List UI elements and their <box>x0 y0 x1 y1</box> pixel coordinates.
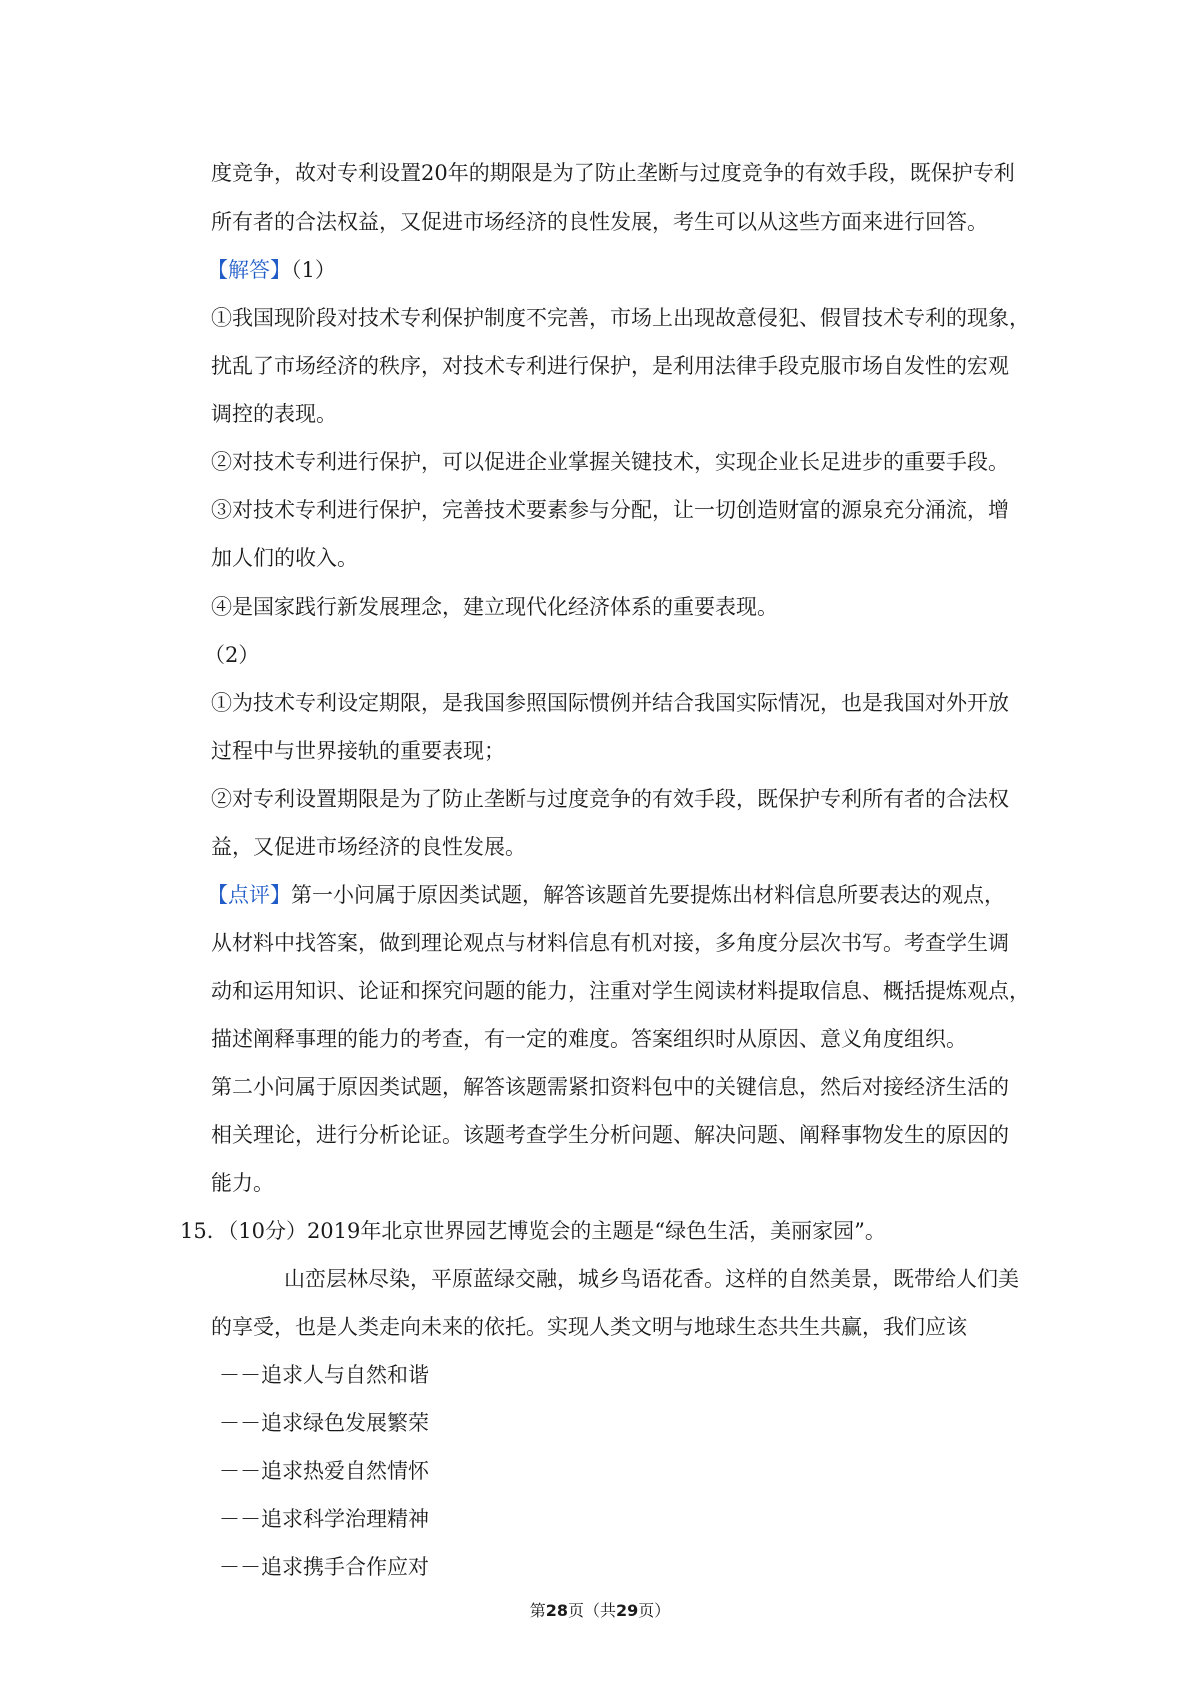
answer-tag: 【解答】 <box>207 258 291 282</box>
question-material-line: 山峦层林尽染，平原蓝绿交融，城乡鸟语花香。这样的自然美景，既带给人们美 <box>284 1267 1019 1291</box>
answer-text-line: ④是国家践行新发展理念，建立现代化经济体系的重要表现。 <box>211 595 778 619</box>
answer-text-line: ①我国现阶段对技术专利保护制度不完善，市场上出现故意侵犯、假冒技术专利的现象， <box>211 306 1030 330</box>
answer-text-line: 加人们的收入。 <box>211 546 358 570</box>
review-tag: 【点评】 <box>207 883 291 907</box>
review-text-line: 动和运用知识、论证和探究问题的能力，注重对学生阅读材料提取信息、概括提炼观点， <box>211 979 1030 1003</box>
list-item: －－追求绿色发展繁荣 <box>219 1411 429 1435</box>
page-total: 29 <box>616 1601 639 1620</box>
part-label: （2） <box>204 643 260 667</box>
question-material-line: 的享受，也是人类走向未来的依托。实现人类文明与地球生态共生共赢，我们应该 <box>211 1315 967 1339</box>
answer-heading <box>207 255 336 285</box>
list-item: －－追求科学治理精神 <box>219 1507 429 1531</box>
body-text-line: 所有者的合法权益，又促进市场经济的良性发展，考生可以从这些方面来进行回答。 <box>211 210 988 234</box>
answer-text-line: ③对技术专利进行保护，完善技术要素参与分配，让一切创造财富的源泉充分涌流，增 <box>211 498 1009 522</box>
answer-text-line: 调控的表现。 <box>211 402 337 426</box>
list-item: －－追求携手合作应对 <box>219 1555 429 1579</box>
review-heading <box>207 880 1005 910</box>
review-text-line: 能力。 <box>211 1171 274 1195</box>
answer-text-line: 过程中与世界接轨的重要表现； <box>211 739 505 763</box>
review-text-line: 相关理论，进行分析论证。该题考查学生分析问题、解决问题、阐释事物发生的原因的 <box>211 1123 1009 1147</box>
list-item: －－追求热爱自然情怀 <box>219 1459 429 1483</box>
answer-text-line: ①为技术专利设定期限，是我国参照国际惯例并结合我国实际情况，也是我国对外开放 <box>211 691 1009 715</box>
review-text-line: 从材料中找答案，做到理论观点与材料信息有机对接，多角度分层次书写。考查学生调 <box>211 931 1009 955</box>
review-text: 第一小问属于原因类试题，解答该题首先要提炼出材料信息所要表达的观点， <box>291 883 1005 907</box>
review-text-line: 描述阐释事理的能力的考查，有一定的难度。答案组织时从原因、意义角度组织。 <box>211 1027 967 1051</box>
answer-text-line: 扰乱了市场经济的秩序，对技术专利进行保护，是利用法律手段克服市场自发性的宏观 <box>211 354 1009 378</box>
answer-text-line: ②对专利设置期限是为了防止垄断与过度竞争的有效手段，既保护专利所有者的合法权 <box>211 787 1009 811</box>
body-text-line: 度竞争，故对专利设置20年的期限是为了防止垄断与过度竞争的有效手段，既保护专利 <box>211 161 1015 185</box>
review-text-line: 第二小问属于原因类试题，解答该题需紧扣资料包中的关键信息，然后对接经济生活的 <box>211 1075 1009 1099</box>
list-item: －－追求人与自然和谐 <box>219 1363 429 1387</box>
answer-text-line: 益，又促进市场经济的良性发展。 <box>211 835 526 859</box>
page-footer: 第28页（共29页） <box>529 1601 671 1620</box>
answer-text-line: ②对技术专利进行保护，可以促进企业掌握关键技术，实现企业长足进步的重要手段。 <box>211 450 1009 474</box>
part-label: （1） <box>291 258 336 282</box>
page-number: 28 <box>545 1601 568 1620</box>
question-15-heading: 15．（10分）2019年北京世界园艺博览会的主题是“绿色生活，美丽家园”。 <box>180 1219 886 1243</box>
